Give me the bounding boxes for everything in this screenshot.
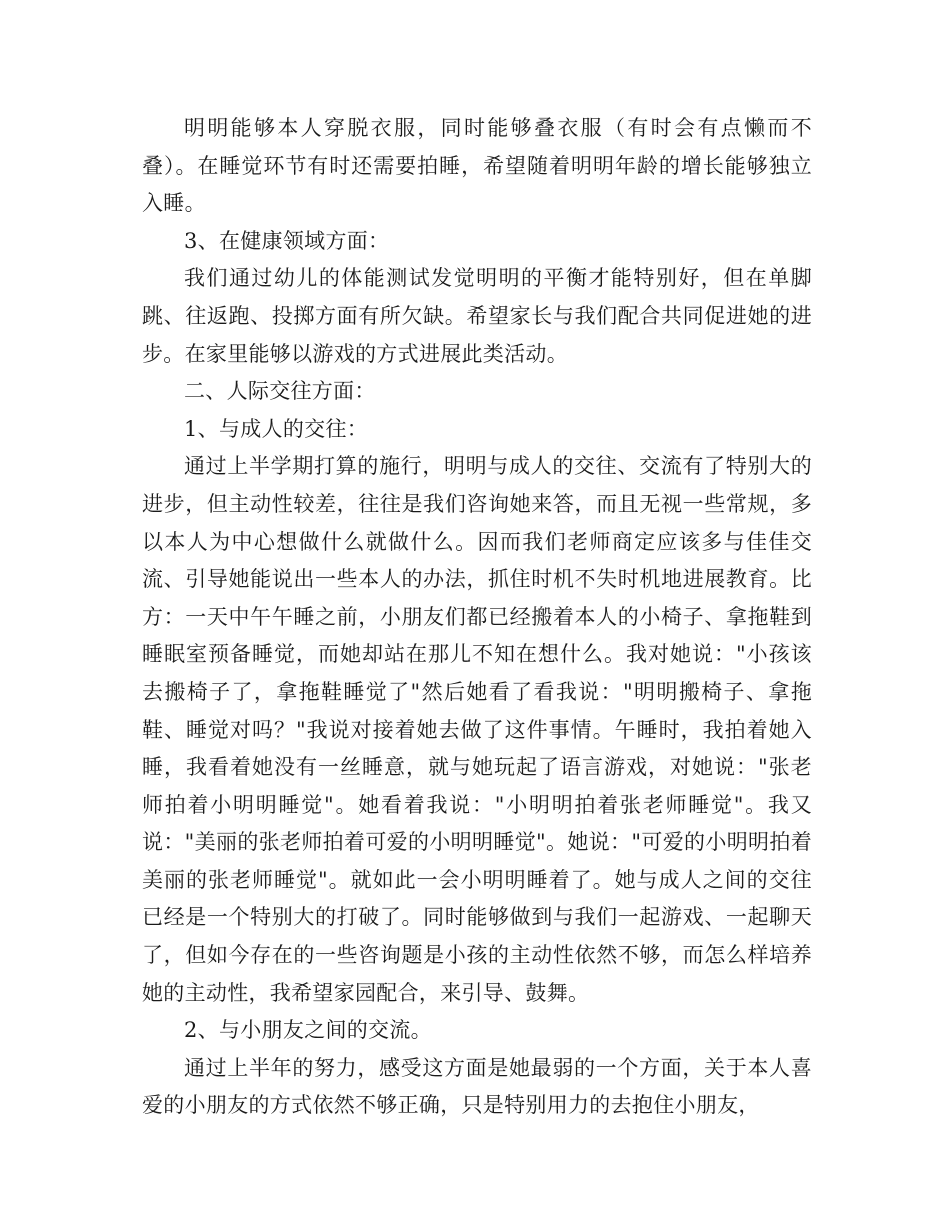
paragraph-self-care: 明明能够本人穿脱衣服，同时能够叠衣服（有时会有点懒而不叠）。在睡觉环节有时还需要拍睡，希望随着明明年龄的增长能够独立入睡。: [142, 116, 812, 216]
section-heading-interpersonal: 二、人际交往方面：: [184, 379, 376, 404]
paragraph-adults: 通过上半学期打算的施行，明明与成人的交往、交流有了特别大的进步，但主动性较差，往往是我们咨询她来答，而且无视一些常规，多以本人为中心想做什么就做什么。因而我们老师商定应该多与佳佳交流、引导她能说出一些本人的办法，抓住时机不失时机地进展教育。比方：一天中午午睡之前，小朋友们都已经搬着本人的小椅子、拿拖鞋到睡眠室预备睡觉，而她却站在那儿不知在想什么。我对她说："小孩该去搬椅子了，拿拖鞋睡觉了"然后她看了看我说："明明搬椅子、拿拖鞋、睡觉对吗？"我说对接着她去做了这件事情。午睡时，我拍着她入睡，我看着她没有一丝睡意，就与她玩起了语言游戏，对她说："张老师拍着小明明睡觉"。她看着我说："小明明拍着张老师睡觉"。我又说："美丽的张老师拍着可爱的小明明睡觉"。她说："可爱的小明明拍着美丽的张老师睡觉"。就如此一会小明明睡着了。她与成人之间的交往已经是一个特别大的打破了。同时能够做到与我们一起游戏、一起聊天了，但如今存在的一些咨询题是小孩的主动性依然不够，而怎么样培养她的主动性，我希望家园配合，来引导、鼓舞。: [142, 454, 812, 1005]
subheading-peers: 2、与小朋友之间的交流。: [184, 1018, 432, 1043]
paragraph-peers: 通过上半年的努力，感受这方面是她最弱的一个方面，关于本人喜爱的小朋友的方式依然不够正确，只是特别用力的去抱住小朋友，: [142, 1055, 812, 1118]
paragraph-health: 我们通过幼儿的体能测试发觉明明的平衡才能特别好，但在单脚跳、往返跑、投掷方面有所欠缺。希望家长与我们配合共同促进她的进步。在家里能够以游戏的方式进展此类活动。: [142, 266, 812, 366]
document-body: [142, 110, 812, 1125]
section-heading-health: 3、在健康领域方面：: [184, 228, 390, 253]
subheading-adults: 1、与成人的交往：: [184, 416, 369, 441]
